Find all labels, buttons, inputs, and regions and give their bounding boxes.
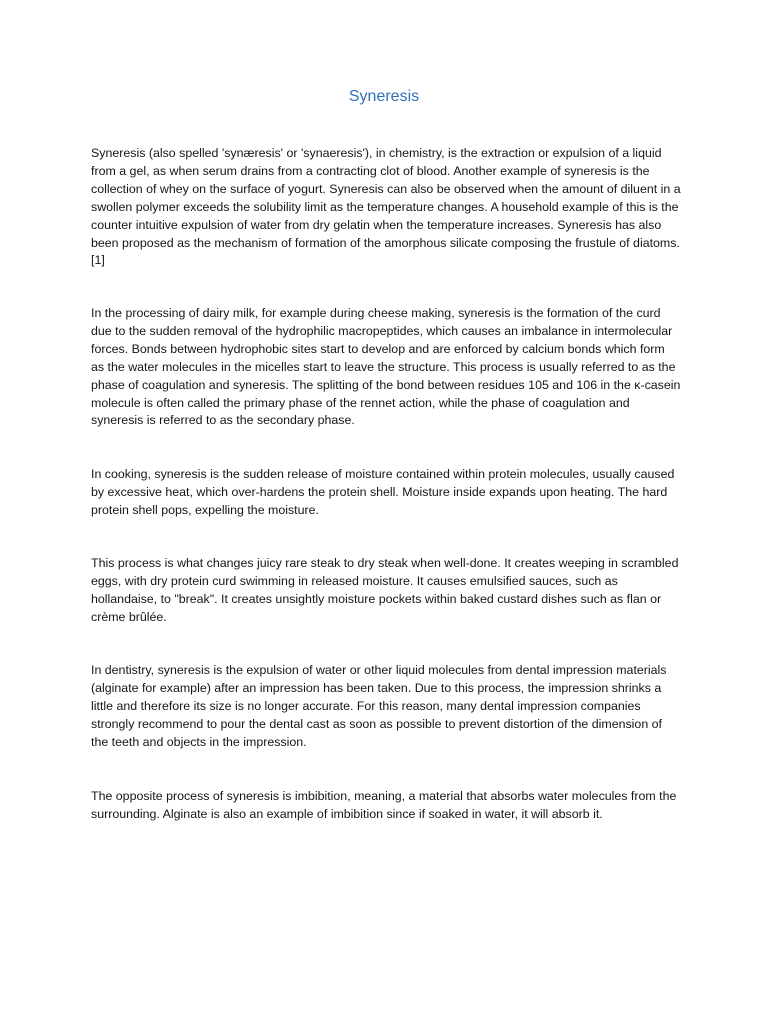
- paragraph-dairy: In the processing of dairy milk, for example during cheese making, syneresis is the formation of the curd due to the sudden removal of the hydrophilic macropeptides, which causes an imbalance in intermolecular forces. Bonds between hydrophobic sites start to develop and are enforced by calcium bonds which form as the water molecules in the micelles start to leave the structure. This process is usually referred to as the phase of coagulation and syneresis. The splitting of the bond between residues 105 and 106 in the κ-casein molecule is often called the primary phase of the rennet action, while the phase of coagulation and syneresis is referred to as the secondary phase.: [91, 306, 681, 428]
- paragraph-dentistry: In dentistry, syneresis is the expulsion of water or other liquid molecules from dental impression materials (alginate for example) after an impression has been taken. Due to this process, the impression shrinks a little and therefore its size is no longer accurate. For this reason, many dental impression companies strongly recommend to pour the dental cast as soon as possible to prevent distortion of the dimension of the teeth and objects in the impression.: [91, 663, 667, 749]
- paragraph-steak: This process is what changes juicy rare steak to dry steak when well-done. It creates weeping in scrambled eggs, with dry protein curd swimming in released moisture. It causes emulsified sauces, such as hollandaise, to "break". It creates unsightly moisture pockets within baked custard dishes such as flan or crème brûlée.: [91, 556, 679, 624]
- paragraph-imbibition: The opposite process of syneresis is imbibition, meaning, a material that absorbs water molecules from the surrounding. Alginate is also an example of imbibition since if soaked in water, it will absorb it.: [91, 789, 677, 821]
- document-title: Syneresis: [348, 88, 420, 105]
- paragraph-cooking: In cooking, syneresis is the sudden release of moisture contained within protein molecules, usually caused by excessive heat, which over-hardens the protein shell. Moisture inside expands upon heating. The hard protein shell pops, expelling the moisture.: [91, 467, 675, 517]
- paragraph-chemistry: Syneresis (also spelled 'synæresis' or 'synaeresis'), in chemistry, is the extraction or expulsion of a liquid from a gel, as when serum drains from a contracting clot of blood. Another example of syneresis is the collection of whey on the surface of yogurt. Syneresis can also be observed when the amount of diluent in a swollen polymer exceeds the solubility limit as the temperature changes. A household example of this is the counter intuitive expulsion of water from dry gelatin when the temperature increases. Syneresis has also been proposed as the mechanism of formation of the amorphous silicate composing the frustule of diatoms. [1]: [91, 146, 681, 268]
